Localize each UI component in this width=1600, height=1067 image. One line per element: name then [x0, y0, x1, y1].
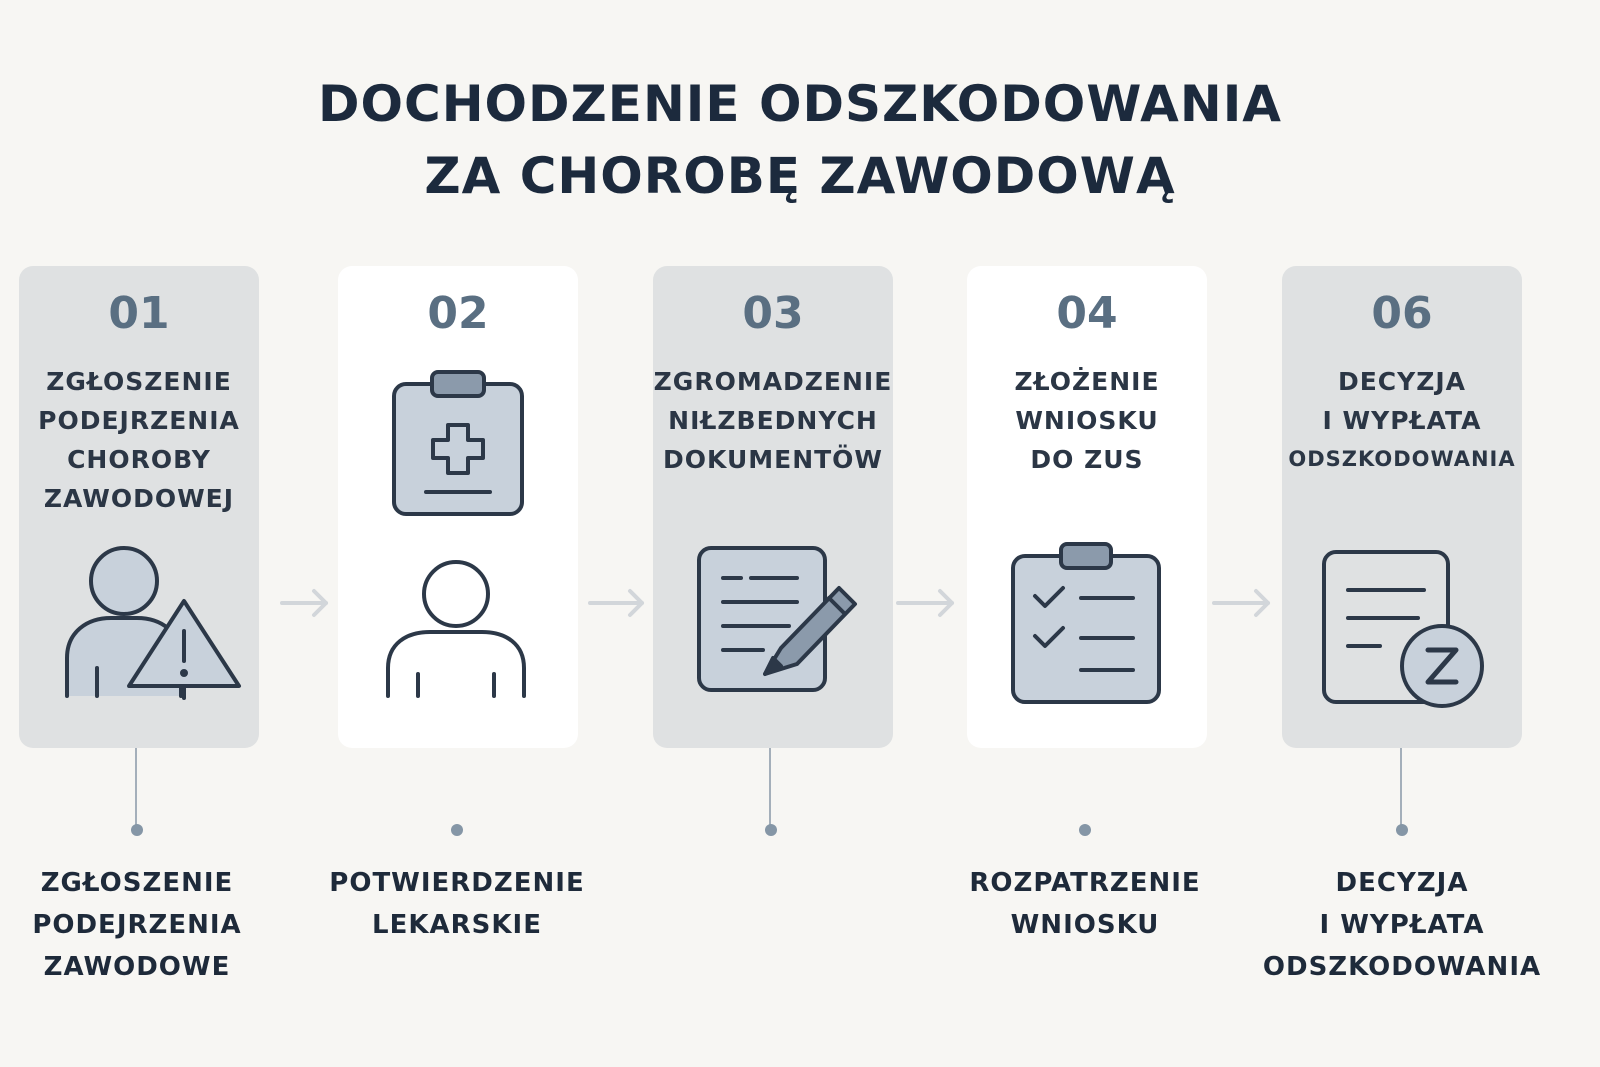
- step-number: 01: [108, 288, 170, 339]
- step-title: [653, 362, 893, 479]
- arrow-right-icon: [280, 588, 332, 618]
- bottom-label-line: ROZPATRZENIE: [969, 868, 1201, 898]
- bottom-label-1: [0, 862, 287, 988]
- step-title-line: DECYZJA: [1337, 367, 1467, 396]
- bottom-label-line: ZAWODOWE: [43, 952, 231, 982]
- bottom-label-line: POTWIERDZENIE: [329, 868, 585, 898]
- bottom-label-line: I WYPŁATA: [1319, 910, 1485, 940]
- connector-line: [1400, 748, 1402, 828]
- person-icon: [378, 556, 538, 706]
- step-title-line: CHOROBY: [67, 445, 211, 474]
- step-card-5: [1282, 266, 1522, 748]
- bottom-label-line: PODEJRZENIA: [32, 910, 242, 940]
- bottom-label-line: LEKARSKIE: [372, 910, 542, 940]
- clipboard-checklist-icon: [1007, 542, 1167, 706]
- step-title-line: NIŁZBEDNYCH: [668, 406, 878, 435]
- step-number: 03: [742, 288, 804, 339]
- clipboard-medical-icon: [388, 370, 528, 520]
- bottom-label-4: [935, 862, 1235, 946]
- connector-line: [135, 748, 137, 828]
- connector-line: [769, 748, 771, 828]
- step-title-line: ODSZKODOWANIA: [1288, 447, 1516, 471]
- document-edit-icon: [693, 546, 863, 696]
- document-coin-icon: [1318, 550, 1498, 714]
- bottom-label-line: ODSZKODOWANIA: [1262, 952, 1542, 982]
- bottom-label-line: ZGŁOSZENIE: [40, 868, 234, 898]
- step-title: [1282, 362, 1522, 479]
- step-card-3: [653, 266, 893, 748]
- step-number: 02: [427, 288, 489, 339]
- step-title-line: ZAWODOWEJ: [43, 484, 235, 513]
- timeline-dot: [765, 824, 777, 836]
- timeline-dot: [451, 824, 463, 836]
- page-title: [0, 68, 1600, 212]
- arrow-right-icon: [588, 588, 648, 618]
- step-card-4: [967, 266, 1207, 748]
- bottom-label-line: DECYZJA: [1335, 868, 1469, 898]
- step-title-line: ZŁOŻENIE: [1014, 367, 1160, 396]
- step-title-line: I WYPŁATA: [1322, 406, 1482, 435]
- step-card-2: [338, 266, 578, 748]
- step-title-line: DOKUMENTÖW: [663, 445, 883, 474]
- step-card-1: [19, 266, 259, 748]
- arrow-right-icon: [896, 588, 958, 618]
- person-warning-icon: [59, 536, 249, 706]
- title-line-2: ZA CHOROBĘ ZAWODOWĄ: [424, 147, 1176, 205]
- bottom-label-5: [1252, 862, 1552, 988]
- title-line-1: DOCHODZENIE ODSZKODOWANIA: [317, 75, 1282, 133]
- bottom-label-line: WNIOSKU: [1010, 910, 1160, 940]
- step-title: [19, 362, 259, 518]
- timeline-dot: [131, 824, 143, 836]
- step-number: 04: [1056, 288, 1118, 339]
- step-title-line: DO ZUS: [1030, 445, 1144, 474]
- arrow-right-icon: [1212, 588, 1274, 618]
- step-title: [967, 362, 1207, 479]
- timeline-dot: [1079, 824, 1091, 836]
- step-title-line: ZGROMADZENIE: [653, 367, 893, 396]
- timeline-dot: [1396, 824, 1408, 836]
- step-title-line: WNIOSKU: [1015, 406, 1159, 435]
- step-title-line: PODEJRZENIA: [38, 406, 240, 435]
- bottom-label-2: [307, 862, 607, 946]
- step-number: 06: [1371, 288, 1433, 339]
- step-title-line: ZGŁOSZENIE: [46, 367, 232, 396]
